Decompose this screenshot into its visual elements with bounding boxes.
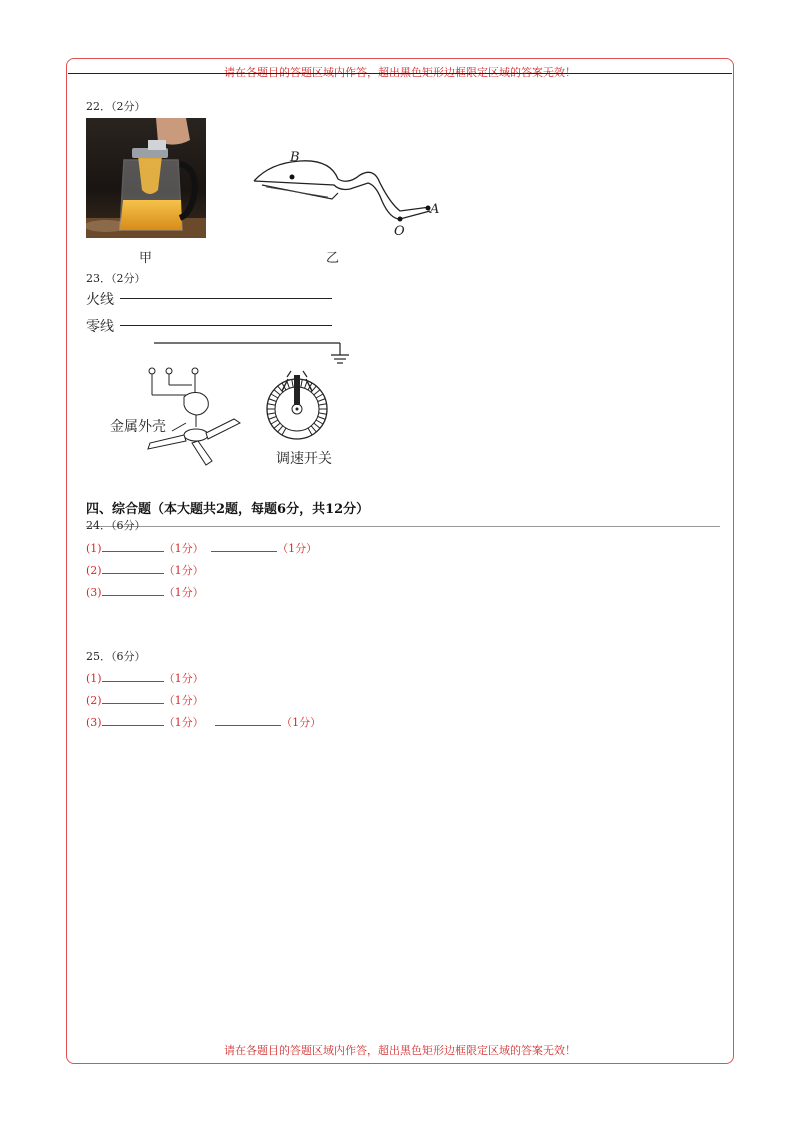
- q24-row-3: [86, 584, 204, 600]
- q23-number: 23．（2分）: [86, 272, 146, 285]
- fig-jia-caption: 甲: [139, 251, 153, 266]
- live-wire-line: [120, 298, 332, 299]
- q24-row-2: [86, 562, 204, 578]
- q24-row-2-score: （1分）: [163, 564, 204, 577]
- q24-row-2-blank[interactable]: [102, 563, 164, 574]
- lever-diagram: [240, 145, 450, 245]
- teapot-photo: [86, 118, 206, 238]
- header-warning: 请在各题目的答题区域内作答，超出黑色矩形边框限定区域的答案无效！: [224, 66, 576, 79]
- header-rule: [68, 73, 732, 74]
- q25-number: 25．（6分）: [86, 650, 146, 663]
- label-o: O: [394, 224, 405, 239]
- q24-row-1-index: (1): [86, 542, 102, 555]
- q25-row-3-blank-2[interactable]: [215, 715, 281, 726]
- q24-row-3-index: (3): [86, 586, 102, 599]
- q25-row-3: [86, 714, 321, 730]
- q25-row-2-index: (2): [86, 694, 102, 707]
- q25-row-1-blank[interactable]: [102, 671, 164, 682]
- label-b: B: [290, 150, 300, 165]
- q24-row-1: [86, 540, 317, 556]
- q24-row-1-score-2: （1分）: [277, 542, 318, 555]
- q25-row-1-score: （1分）: [163, 672, 204, 685]
- q24-row-1-score-1: （1分）: [163, 542, 204, 555]
- q25-row-3-index: (3): [86, 716, 102, 729]
- q25-row-3-score-1: （1分）: [163, 716, 204, 729]
- q24-row-3-blank[interactable]: [102, 585, 164, 596]
- q24-row-1-blank-1[interactable]: [102, 541, 164, 552]
- neutral-wire-label: 零线: [86, 319, 114, 335]
- q25-row-2-score: （1分）: [163, 694, 204, 707]
- section-4-rule: [86, 526, 720, 527]
- live-wire-label: 火线: [86, 292, 114, 308]
- label-a: A: [430, 202, 440, 217]
- speed-switch-label: 调速开关: [276, 451, 332, 467]
- metal-shell-label: 金属外壳: [110, 419, 166, 435]
- neutral-wire-line: [120, 325, 332, 326]
- q25-row-2: [86, 692, 204, 708]
- q25-row-1: [86, 670, 204, 686]
- section-4-title: 四、综合题（本大题共2题，每题6分，共12分）: [86, 502, 370, 517]
- q24-row-1-blank-2[interactable]: [211, 541, 277, 552]
- footer-warning: 请在各题目的答题区域内作答，超出黑色矩形边框限定区域的答案无效！: [224, 1044, 576, 1057]
- q25-row-1-index: (1): [86, 672, 102, 685]
- fig-yi-caption: 乙: [326, 251, 340, 266]
- q25-row-2-blank[interactable]: [102, 693, 164, 704]
- q24-row-2-index: (2): [86, 564, 102, 577]
- q22-number: 22．（2分）: [86, 100, 146, 113]
- q24-number: 24．（6分）: [86, 519, 146, 532]
- q25-row-3-blank-1[interactable]: [102, 715, 164, 726]
- q24-row-3-score: （1分）: [163, 586, 204, 599]
- q25-row-3-score-2: （1分）: [281, 716, 322, 729]
